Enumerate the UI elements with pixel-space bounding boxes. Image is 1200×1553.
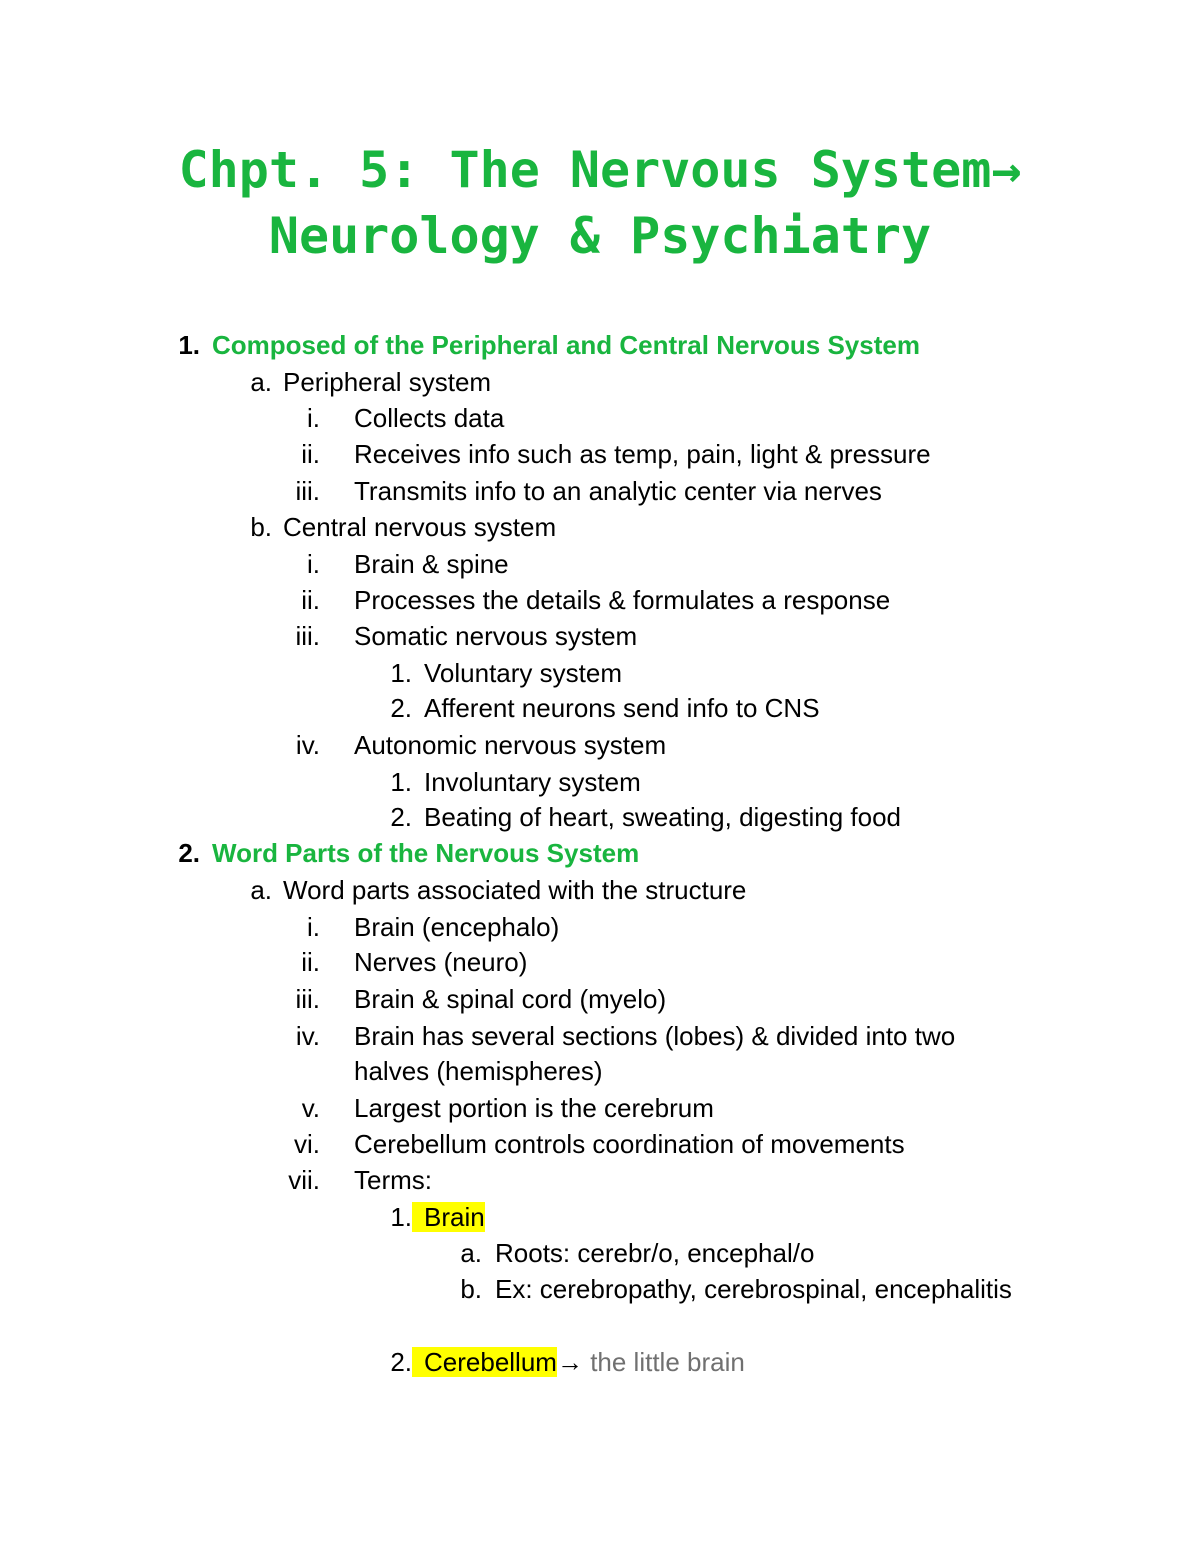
list-marker: 2. — [390, 1347, 412, 1377]
list-marker: 2. — [390, 693, 412, 723]
list-marker: 2. — [390, 802, 412, 832]
term-cerebellum — [412, 1344, 745, 1380]
list-item: Largest portion is the cerebrum — [354, 1093, 714, 1123]
list-item-continuation: halves (hemispheres) — [354, 1056, 603, 1086]
highlighted-term: Brain — [412, 1202, 485, 1232]
list-marker: 1. — [390, 767, 412, 797]
list-item: Voluntary system — [424, 658, 622, 688]
list-item: Roots: cerebr/o, encephal/o — [495, 1238, 815, 1268]
list-item: Brain & spinal cord (myelo) — [354, 984, 667, 1014]
list-marker: i. — [307, 549, 320, 579]
section-heading: Composed of the Peripheral and Central Nervous System — [212, 330, 920, 360]
list-item: Word parts associated with the structure — [283, 875, 747, 905]
page-title-line-1: Chpt. 5: The Nervous System→ — [178, 141, 1022, 199]
list-marker: b. — [250, 512, 272, 542]
list-marker: ii. — [301, 947, 320, 977]
section-number: 2. — [178, 838, 200, 868]
list-item: Somatic nervous system — [354, 621, 638, 651]
list-item: Brain (encephalo) — [354, 912, 560, 942]
list-marker: iii. — [295, 984, 320, 1014]
section-heading: Word Parts of the Nervous System — [212, 838, 640, 868]
list-item: Central nervous system — [283, 512, 557, 542]
list-marker: iv. — [295, 1021, 320, 1051]
list-item: Terms: — [354, 1165, 432, 1195]
list-item: Brain has several sections (lobes) & divided into two — [354, 1021, 956, 1051]
list-item: Nerves (neuro) — [354, 947, 528, 977]
list-marker: iv. — [295, 730, 320, 760]
list-item: Receives info such as temp, pain, light & pressure — [354, 439, 931, 469]
list-item: Brain & spine — [354, 549, 509, 579]
list-marker: i. — [307, 403, 320, 433]
arrow-icon: → — [556, 1347, 583, 1377]
list-marker: a. — [460, 1238, 482, 1268]
list-item: Transmits info to an analytic center via nerves — [354, 476, 882, 506]
section-number: 1. — [178, 330, 200, 360]
list-marker: a. — [250, 367, 272, 397]
list-marker: ii. — [301, 439, 320, 469]
list-item: Processes the details & formulates a response — [354, 585, 891, 615]
list-item: Ex: cerebropathy, cerebrospinal, encephalitis — [495, 1274, 1012, 1304]
list-item: Autonomic nervous system — [354, 730, 667, 760]
list-marker: a. — [250, 875, 272, 905]
list-marker: v. — [301, 1093, 320, 1123]
list-marker: ii. — [301, 585, 320, 615]
list-marker: 1. — [390, 658, 412, 688]
list-marker: i. — [307, 912, 320, 942]
list-marker: iii. — [295, 476, 320, 506]
page-title-line-2: Neurology & Psychiatry — [268, 207, 932, 265]
term-note: the little brain — [590, 1347, 745, 1377]
list-marker: vii. — [288, 1165, 320, 1195]
list-item: Collects data — [354, 403, 505, 433]
list-item: Afferent neurons send info to CNS — [424, 693, 820, 723]
list-item: Beating of heart, sweating, digesting food — [424, 802, 901, 832]
list-marker: vi. — [294, 1129, 320, 1159]
list-marker: iii. — [295, 621, 320, 651]
term-brain — [412, 1199, 485, 1235]
list-marker: 1. — [390, 1202, 412, 1232]
highlighted-term: Cerebellum — [412, 1347, 557, 1377]
list-item: Peripheral system — [283, 367, 492, 397]
list-item: Cerebellum controls coordination of movements — [354, 1129, 905, 1159]
list-marker: b. — [460, 1274, 482, 1304]
list-item: Involuntary system — [424, 767, 641, 797]
